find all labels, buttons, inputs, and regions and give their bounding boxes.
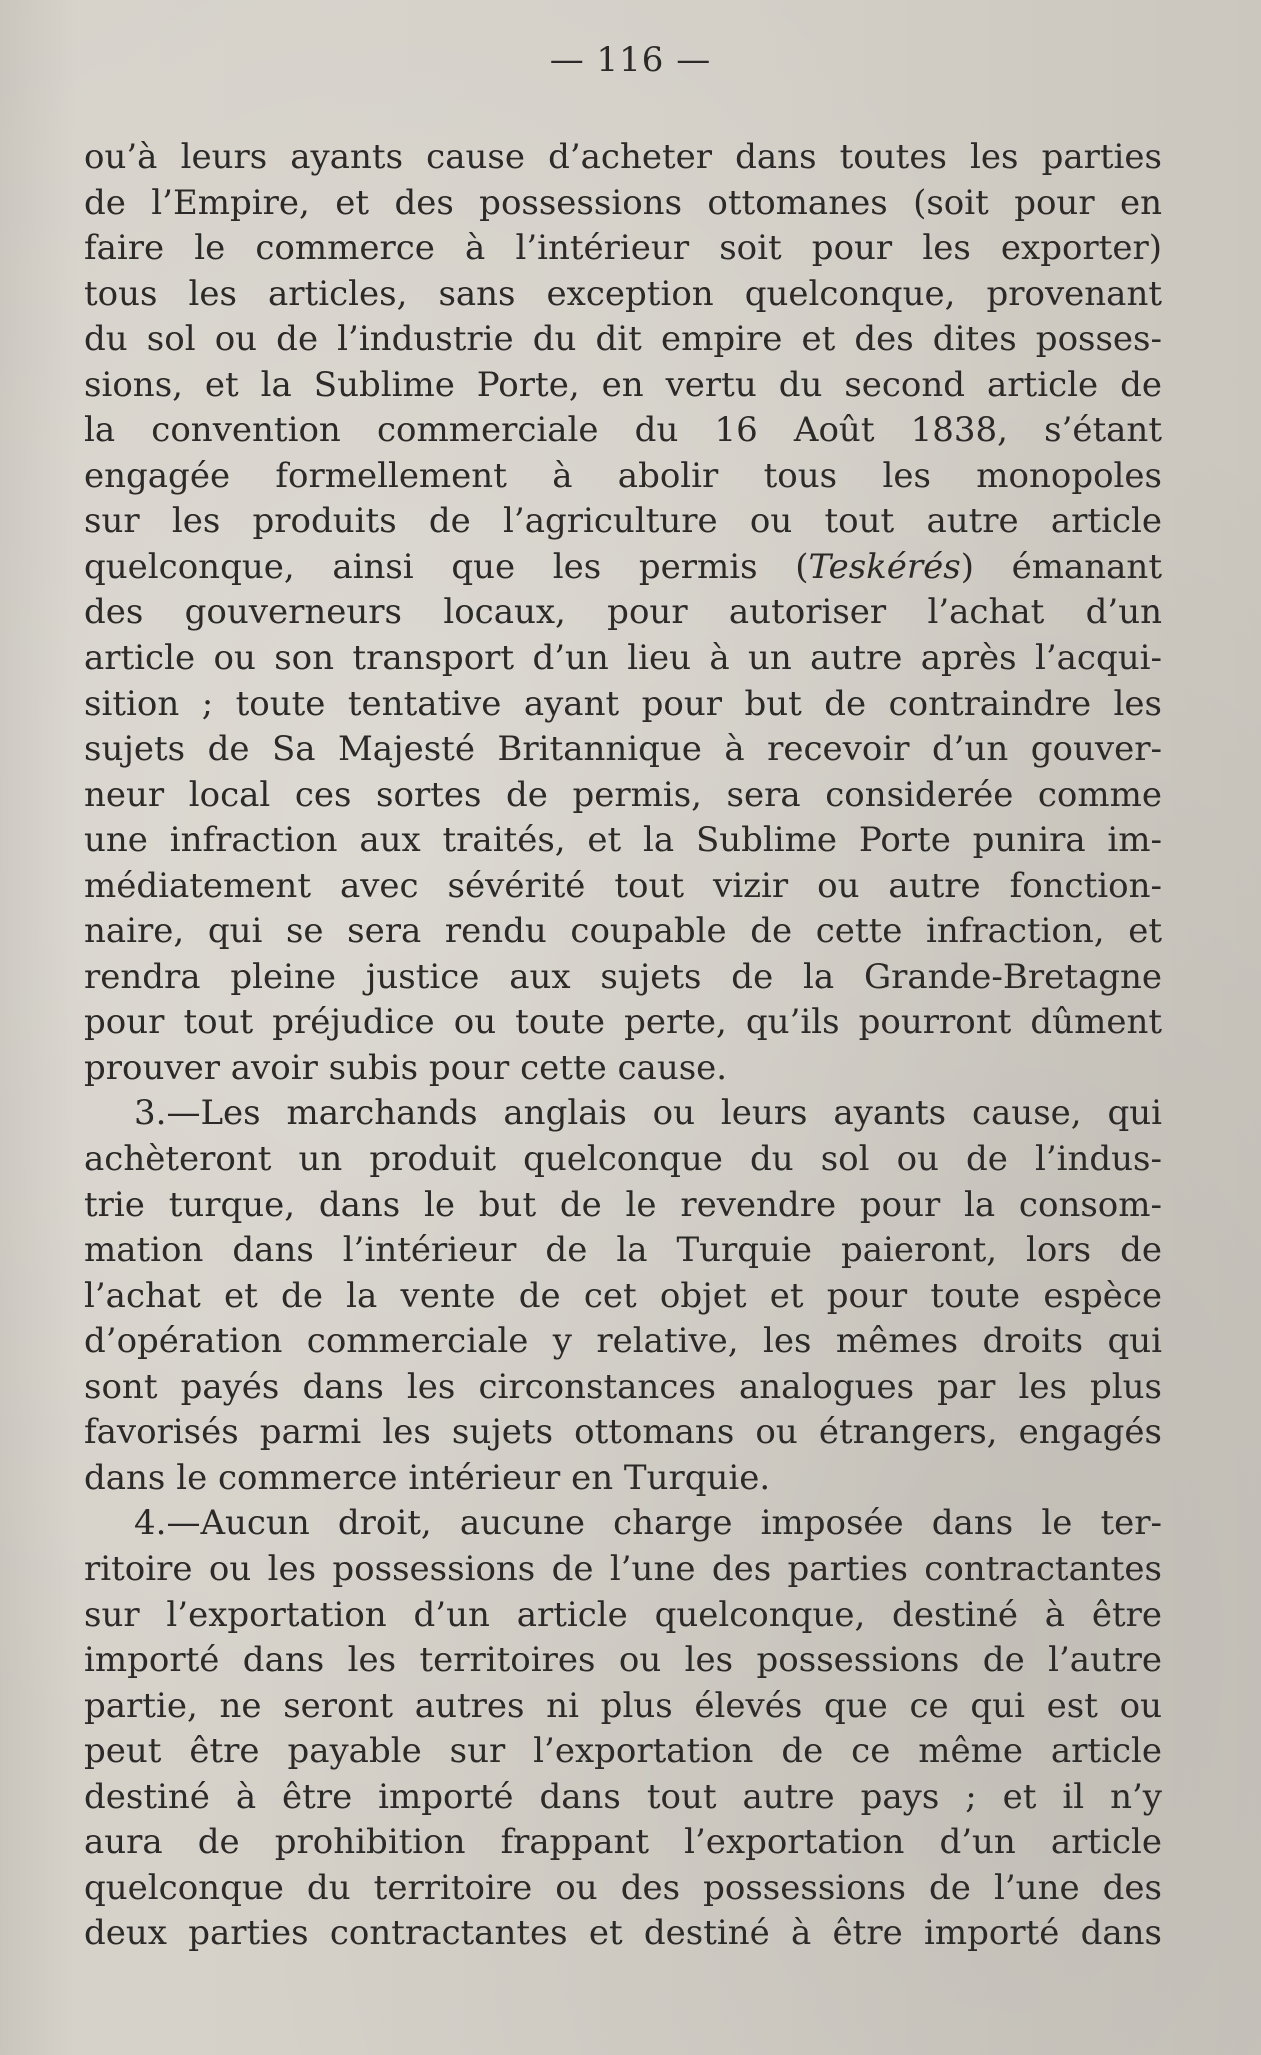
text-line: ou’à leurs ayants cause d’acheter dans toutes les parties <box>84 137 1162 177</box>
text-line: sur l’exportation d’un article quelconque, destiné à être <box>84 1594 1162 1635</box>
text-line: naire, qui se sera rendu coupable de cette infraction, et <box>84 911 1162 952</box>
text-line: destiné à être importé dans tout autre pays ; et il n’y <box>84 1776 1162 1817</box>
text-line: aura de prohibition frappant l’exportation d’un article <box>84 1822 1162 1863</box>
page-number: — 116 — <box>549 40 712 80</box>
text-line: des gouverneurs locaux, pour autoriser l’achat d’un <box>84 592 1162 633</box>
text-line: rendra pleine justice aux sujets de la Grande-Bretagne <box>84 956 1162 997</box>
text-line: article ou son transport d’un lieu à un autre après l’acqui- <box>84 638 1162 679</box>
text-line: de l’Empire, et des possessions ottomanes (soit pour en <box>84 182 1162 223</box>
text-line: neur local ces sortes de permis, sera considerée comme <box>84 774 1162 815</box>
text-line: tous les articles, sans exception quelconque, provenant <box>84 273 1162 314</box>
text-segment: quelconque, ainsi que les permis ( <box>84 546 809 587</box>
text-line: d’opération commerciale y relative, les mêmes droits qui <box>84 1321 1162 1362</box>
text-line: engagée formellement à abolir tous les monopoles <box>84 455 1162 496</box>
text-line: prouver avoir subis pour cette cause. <box>84 1047 728 1088</box>
text-line: sur les produits de l’agriculture ou tout autre article <box>84 501 1162 542</box>
text-line <box>84 545 1162 591</box>
text-line: sujets de Sa Majesté Britannique à recevoir d’un gouver- <box>84 729 1162 770</box>
paragraph-start-line: 4.—Aucun droit, aucune charge imposée dans le ter- <box>134 1503 1162 1544</box>
text-line: du sol ou de l’industrie du dit empire et des dites posses- <box>84 319 1162 360</box>
text-line: dans le commerce intérieur en Turquie. <box>84 1457 771 1498</box>
text-line: la convention commerciale du 16 Août 1838, s’étant <box>84 410 1162 451</box>
text-line: pour tout préjudice ou toute perte, qu’ils pourront dûment <box>84 1002 1162 1043</box>
text-line: deux parties contractantes et destiné à être importé dans <box>84 1913 1162 1954</box>
text-line: achèteront un produit quelconque du sol ou de l’indus- <box>84 1139 1162 1180</box>
text-line: favorisés parmi les sujets ottomans ou étrangers, engagés <box>84 1412 1162 1453</box>
text-line: sions, et la Sublime Porte, en vertu du second article de <box>84 364 1162 405</box>
text-line: partie, ne seront autres ni plus élevés que ce qui est ou <box>84 1685 1162 1726</box>
text-line: sition ; toute tentative ayant pour but de contraindre les <box>84 683 1162 724</box>
text-line: quelconque du territoire ou des possessions de l’une des <box>84 1867 1162 1908</box>
text-line: importé dans les territoires ou les possessions de l’autre <box>84 1640 1162 1681</box>
text-line: peut être payable sur l’exportation de ce même article <box>84 1731 1162 1772</box>
text-line: une infraction aux traités, et la Sublime Porte punira im- <box>84 820 1162 861</box>
text-line: ritoire ou les possessions de l’une des parties contractantes <box>84 1548 1162 1589</box>
body-text <box>84 135 1162 1957</box>
text-line: faire le commerce à l’intérieur soit pour les exporter) <box>84 228 1162 269</box>
text-line: mation dans l’intérieur de la Turquie paieront, lors de <box>84 1230 1162 1271</box>
text-line: sont payés dans les circonstances analogues par les plus <box>84 1366 1162 1407</box>
text-line: l’achat et de la vente de cet objet et pour toute espèce <box>84 1275 1162 1316</box>
text-line: trie turque, dans le but de le revendre pour la consom- <box>84 1184 1162 1225</box>
paragraph-start-line: 3.—Les marchands anglais ou leurs ayants cause, qui <box>134 1093 1162 1134</box>
italic-term: Teskérés <box>808 546 961 587</box>
text-segment: ) émanant <box>960 546 1162 587</box>
text-line: médiatement avec sévérité tout vizir ou autre fonction- <box>84 865 1162 906</box>
